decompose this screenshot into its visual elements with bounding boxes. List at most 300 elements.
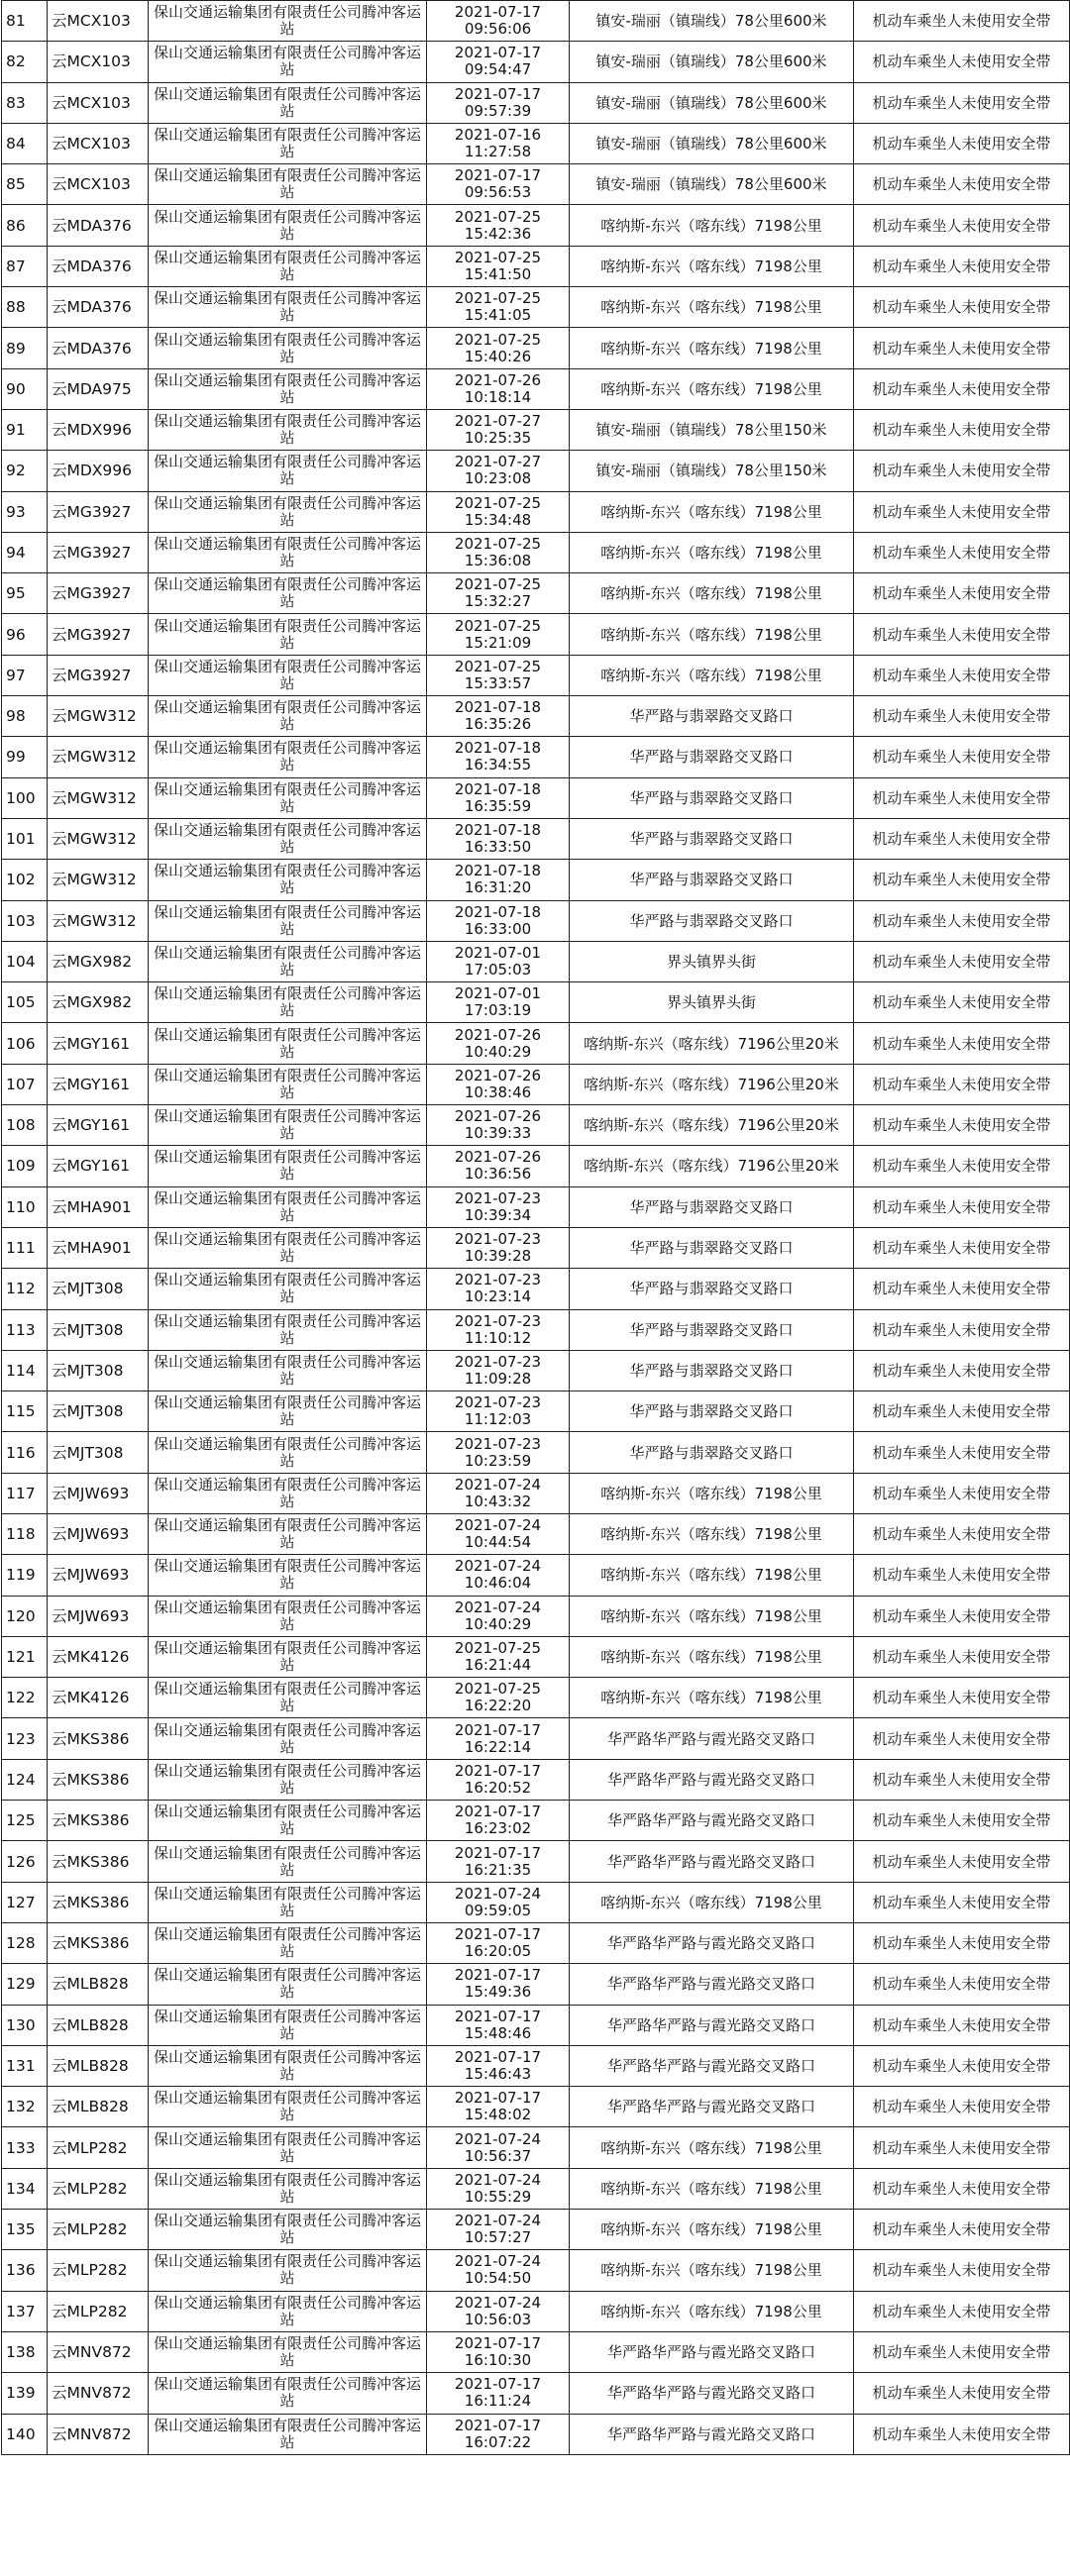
table-row <box>2 42 1070 82</box>
violation-type-cell: 机动车乘坐人未使用安全带 <box>854 164 1070 205</box>
violation-type-cell: 机动车乘坐人未使用安全带 <box>854 696 1070 737</box>
plate-number-cell: 云MGX982 <box>48 941 149 981</box>
plate-number-cell: 云MK4126 <box>48 1678 149 1718</box>
violation-location-cell: 华严路华严路与霞光路交叉路口 <box>570 2331 854 2372</box>
violation-location-cell: 喀纳斯-东兴（喀东线）7198公里 <box>570 532 854 572</box>
plate-number-cell: 云MG3927 <box>48 491 149 532</box>
plate-number-cell: 云MGW312 <box>48 900 149 941</box>
violation-time-cell: 2021-07-27 10:25:35 <box>427 409 570 450</box>
violation-type-cell: 机动车乘坐人未使用安全带 <box>854 1759 1070 1800</box>
violation-type-cell: 机动车乘坐人未使用安全带 <box>854 1146 1070 1186</box>
violation-type-cell: 机动车乘坐人未使用安全带 <box>854 42 1070 82</box>
violation-location-cell: 喀纳斯-东兴（喀东线）7198公里 <box>570 287 854 328</box>
row-number-cell: 96 <box>2 614 48 655</box>
vehicle-owner-cell: 保山交通运输集团有限责任公司腾冲客运站 <box>149 1023 427 1064</box>
table-row <box>2 2331 1070 2372</box>
violation-time-cell: 2021-07-01 17:05:03 <box>427 941 570 981</box>
violation-type-cell: 机动车乘坐人未使用安全带 <box>854 2373 1070 2414</box>
vehicle-owner-cell: 保山交通运输集团有限责任公司腾冲客运站 <box>149 1513 427 1554</box>
vehicle-owner-cell: 保山交通运输集团有限责任公司腾冲客运站 <box>149 2331 427 2372</box>
violation-type-cell: 机动车乘坐人未使用安全带 <box>854 1841 1070 1882</box>
table-row <box>2 1759 1070 1800</box>
plate-number-cell: 云MJW693 <box>48 1473 149 1513</box>
violation-type-cell: 机动车乘坐人未使用安全带 <box>854 614 1070 655</box>
violation-type-cell: 机动车乘坐人未使用安全带 <box>854 860 1070 900</box>
violation-type-cell: 机动车乘坐人未使用安全带 <box>854 2210 1070 2250</box>
vehicle-owner-cell: 保山交通运输集团有限责任公司腾冲客运站 <box>149 1 427 42</box>
table-row <box>2 696 1070 737</box>
violation-time-cell: 2021-07-25 15:33:57 <box>427 655 570 695</box>
plate-number-cell: 云MKS386 <box>48 1801 149 1841</box>
violation-time-cell: 2021-07-23 11:12:03 <box>427 1391 570 1432</box>
violation-location-cell: 镇安-瑞丽（镇瑞线）78公里600米 <box>570 42 854 82</box>
violation-type-cell: 机动车乘坐人未使用安全带 <box>854 2087 1070 2127</box>
table-row <box>2 2168 1070 2209</box>
plate-number-cell: 云MGW312 <box>48 818 149 859</box>
plate-number-cell: 云MKS386 <box>48 1718 149 1759</box>
violation-time-cell: 2021-07-25 15:42:36 <box>427 205 570 246</box>
vehicle-owner-cell: 保山交通运输集团有限责任公司腾冲客运站 <box>149 2045 427 2086</box>
violation-time-cell: 2021-07-18 16:35:59 <box>427 777 570 818</box>
violation-location-cell: 喀纳斯-东兴（喀东线）7198公里 <box>570 1882 854 1922</box>
vehicle-owner-cell: 保山交通运输集团有限责任公司腾冲客运站 <box>149 328 427 368</box>
row-number-cell: 82 <box>2 42 48 82</box>
vehicle-owner-cell: 保山交通运输集团有限责任公司腾冲客运站 <box>149 2291 427 2331</box>
vehicle-owner-cell: 保山交通运输集团有限责任公司腾冲客运站 <box>149 777 427 818</box>
plate-number-cell: 云MJW693 <box>48 1596 149 1636</box>
row-number-cell: 116 <box>2 1432 48 1473</box>
table-row <box>2 205 1070 246</box>
table-row <box>2 1023 1070 1064</box>
table-row <box>2 368 1070 409</box>
violation-type-cell: 机动车乘坐人未使用安全带 <box>854 1391 1070 1432</box>
row-number-cell: 101 <box>2 818 48 859</box>
violation-location-cell: 镇安-瑞丽（镇瑞线）78公里600米 <box>570 82 854 123</box>
row-number-cell: 124 <box>2 1759 48 1800</box>
vehicle-owner-cell: 保山交通运输集团有限责任公司腾冲客运站 <box>149 491 427 532</box>
violation-table <box>1 0 1070 2455</box>
violation-location-cell: 喀纳斯-东兴（喀东线）7198公里 <box>570 2210 854 2250</box>
violation-location-cell: 华严路与翡翠路交叉路口 <box>570 818 854 859</box>
violation-type-cell: 机动车乘坐人未使用安全带 <box>854 2005 1070 2045</box>
vehicle-owner-cell: 保山交通运输集团有限责任公司腾冲客运站 <box>149 1186 427 1227</box>
table-row <box>2 737 1070 777</box>
violation-type-cell: 机动车乘坐人未使用安全带 <box>854 982 1070 1023</box>
vehicle-owner-cell: 保山交通运输集团有限责任公司腾冲客运站 <box>149 42 427 82</box>
violation-type-cell: 机动车乘坐人未使用安全带 <box>854 2414 1070 2454</box>
violation-time-cell: 2021-07-26 10:36:56 <box>427 1146 570 1186</box>
vehicle-owner-cell: 保山交通运输集团有限责任公司腾冲客运站 <box>149 1309 427 1350</box>
violation-type-cell: 机动车乘坐人未使用安全带 <box>854 1105 1070 1146</box>
violation-time-cell: 2021-07-17 16:22:14 <box>427 1718 570 1759</box>
row-number-cell: 81 <box>2 1 48 42</box>
violation-location-cell: 华严路华严路与霞光路交叉路口 <box>570 1759 854 1800</box>
violation-type-cell: 机动车乘坐人未使用安全带 <box>854 1718 1070 1759</box>
violation-type-cell: 机动车乘坐人未使用安全带 <box>854 409 1070 450</box>
row-number-cell: 97 <box>2 655 48 695</box>
row-number-cell: 91 <box>2 409 48 450</box>
table-row <box>2 2087 1070 2127</box>
row-number-cell: 133 <box>2 2127 48 2168</box>
vehicle-owner-cell: 保山交通运输集团有限责任公司腾冲客运站 <box>149 818 427 859</box>
vehicle-owner-cell: 保山交通运输集团有限责任公司腾冲客运站 <box>149 900 427 941</box>
violation-location-cell: 华严路与翡翠路交叉路口 <box>570 1309 854 1350</box>
violation-type-cell: 机动车乘坐人未使用安全带 <box>854 1596 1070 1636</box>
violation-time-cell: 2021-07-25 15:32:27 <box>427 573 570 614</box>
vehicle-owner-cell: 保山交通运输集团有限责任公司腾冲客运站 <box>149 123 427 163</box>
plate-number-cell: 云MJT308 <box>48 1432 149 1473</box>
plate-number-cell: 云MNV872 <box>48 2331 149 2372</box>
violation-type-cell: 机动车乘坐人未使用安全带 <box>854 1636 1070 1677</box>
table-row <box>2 2005 1070 2045</box>
violation-location-cell: 喀纳斯-东兴（喀东线）7198公里 <box>570 1555 854 1596</box>
violation-time-cell: 2021-07-24 10:57:27 <box>427 2210 570 2250</box>
row-number-cell: 112 <box>2 1269 48 1309</box>
vehicle-owner-cell: 保山交通运输集团有限责任公司腾冲客运站 <box>149 2005 427 2045</box>
violation-location-cell: 喀纳斯-东兴（喀东线）7198公里 <box>570 2127 854 2168</box>
violation-type-cell: 机动车乘坐人未使用安全带 <box>854 1964 1070 2005</box>
row-number-cell: 98 <box>2 696 48 737</box>
plate-number-cell: 云MLB828 <box>48 2045 149 2086</box>
plate-number-cell: 云MKS386 <box>48 1882 149 1922</box>
table-row <box>2 860 1070 900</box>
table-row <box>2 941 1070 981</box>
row-number-cell: 95 <box>2 573 48 614</box>
row-number-cell: 115 <box>2 1391 48 1432</box>
plate-number-cell: 云MHA901 <box>48 1186 149 1227</box>
row-number-cell: 132 <box>2 2087 48 2127</box>
violation-location-cell: 华严路与翡翠路交叉路口 <box>570 696 854 737</box>
violation-location-cell: 华严路华严路与霞光路交叉路口 <box>570 2373 854 2414</box>
violation-time-cell: 2021-07-17 09:54:47 <box>427 42 570 82</box>
row-number-cell: 129 <box>2 1964 48 2005</box>
table-row <box>2 573 1070 614</box>
violation-time-cell: 2021-07-26 10:40:29 <box>427 1023 570 1064</box>
violation-time-cell: 2021-07-26 10:39:33 <box>427 1105 570 1146</box>
row-number-cell: 114 <box>2 1350 48 1391</box>
plate-number-cell: 云MJW693 <box>48 1513 149 1554</box>
plate-number-cell: 云MG3927 <box>48 573 149 614</box>
plate-number-cell: 云MK4126 <box>48 1636 149 1677</box>
row-number-cell: 87 <box>2 246 48 286</box>
table-row <box>2 1105 1070 1146</box>
vehicle-owner-cell: 保山交通运输集团有限责任公司腾冲客运站 <box>149 1801 427 1841</box>
violation-location-cell: 华严路华严路与霞光路交叉路口 <box>570 2414 854 2454</box>
table-row <box>2 1513 1070 1554</box>
row-number-cell: 100 <box>2 777 48 818</box>
violation-time-cell: 2021-07-25 15:36:08 <box>427 532 570 572</box>
violation-location-cell: 镇安-瑞丽（镇瑞线）78公里150米 <box>570 451 854 491</box>
violation-time-cell: 2021-07-18 16:34:55 <box>427 737 570 777</box>
violation-time-cell: 2021-07-25 15:41:50 <box>427 246 570 286</box>
vehicle-owner-cell: 保山交通运输集团有限责任公司腾冲客运站 <box>149 1473 427 1513</box>
plate-number-cell: 云MGX982 <box>48 982 149 1023</box>
vehicle-owner-cell: 保山交通运输集团有限责任公司腾冲客运站 <box>149 164 427 205</box>
row-number-cell: 85 <box>2 164 48 205</box>
plate-number-cell: 云MLP282 <box>48 2210 149 2250</box>
violation-location-cell: 镇安-瑞丽（镇瑞线）78公里600米 <box>570 1 854 42</box>
violation-time-cell: 2021-07-24 09:59:05 <box>427 1882 570 1922</box>
table-row <box>2 1146 1070 1186</box>
violation-time-cell: 2021-07-17 15:46:43 <box>427 2045 570 2086</box>
plate-number-cell: 云MDX996 <box>48 409 149 450</box>
vehicle-owner-cell: 保山交通运输集团有限责任公司腾冲客运站 <box>149 246 427 286</box>
row-number-cell: 120 <box>2 1596 48 1636</box>
vehicle-owner-cell: 保山交通运输集团有限责任公司腾冲客运站 <box>149 205 427 246</box>
row-number-cell: 105 <box>2 982 48 1023</box>
row-number-cell: 137 <box>2 2291 48 2331</box>
plate-number-cell: 云MJT308 <box>48 1391 149 1432</box>
plate-number-cell: 云MDX996 <box>48 451 149 491</box>
violation-time-cell: 2021-07-18 16:31:20 <box>427 860 570 900</box>
vehicle-owner-cell: 保山交通运输集团有限责任公司腾冲客运站 <box>149 532 427 572</box>
plate-number-cell: 云MLP282 <box>48 2127 149 2168</box>
violation-type-cell: 机动车乘坐人未使用安全带 <box>854 1186 1070 1227</box>
plate-number-cell: 云MLP282 <box>48 2291 149 2331</box>
plate-number-cell: 云MLP282 <box>48 2168 149 2209</box>
violation-location-cell: 华严路与翡翠路交叉路口 <box>570 1227 854 1268</box>
table-row <box>2 1596 1070 1636</box>
violation-time-cell: 2021-07-25 15:21:09 <box>427 614 570 655</box>
violation-time-cell: 2021-07-17 16:07:22 <box>427 2414 570 2454</box>
vehicle-owner-cell: 保山交通运输集团有限责任公司腾冲客运站 <box>149 2127 427 2168</box>
row-number-cell: 84 <box>2 123 48 163</box>
violation-time-cell: 2021-07-01 17:03:19 <box>427 982 570 1023</box>
vehicle-owner-cell: 保山交通运输集团有限责任公司腾冲客运站 <box>149 287 427 328</box>
row-number-cell: 107 <box>2 1064 48 1104</box>
vehicle-owner-cell: 保山交通运输集团有限责任公司腾冲客运站 <box>149 1064 427 1104</box>
violation-type-cell: 机动车乘坐人未使用安全带 <box>854 205 1070 246</box>
violation-location-cell: 华严路华严路与霞光路交叉路口 <box>570 1801 854 1841</box>
violation-location-cell: 喀纳斯-东兴（喀东线）7198公里 <box>570 491 854 532</box>
vehicle-owner-cell: 保山交通运输集团有限责任公司腾冲客运站 <box>149 1432 427 1473</box>
row-number-cell: 134 <box>2 2168 48 2209</box>
plate-number-cell: 云MDA376 <box>48 287 149 328</box>
vehicle-owner-cell: 保山交通运输集团有限责任公司腾冲客运站 <box>149 614 427 655</box>
violation-location-cell: 喀纳斯-东兴（喀东线）7198公里 <box>570 368 854 409</box>
violation-location-cell: 华严路与翡翠路交叉路口 <box>570 1391 854 1432</box>
violation-location-cell: 华严路与翡翠路交叉路口 <box>570 900 854 941</box>
vehicle-owner-cell: 保山交通运输集团有限责任公司腾冲客运站 <box>149 1841 427 1882</box>
table-row <box>2 1678 1070 1718</box>
plate-number-cell: 云MGW312 <box>48 860 149 900</box>
vehicle-owner-cell: 保山交通运输集团有限责任公司腾冲客运站 <box>149 1596 427 1636</box>
violation-location-cell: 华严路华严路与霞光路交叉路口 <box>570 2045 854 2086</box>
violation-location-cell: 喀纳斯-东兴（喀东线）7198公里 <box>570 2291 854 2331</box>
violation-location-cell: 喀纳斯-东兴（喀东线）7198公里 <box>570 2168 854 2209</box>
plate-number-cell: 云MCX103 <box>48 164 149 205</box>
violation-time-cell: 2021-07-23 10:39:28 <box>427 1227 570 1268</box>
plate-number-cell: 云MDA376 <box>48 205 149 246</box>
row-number-cell: 102 <box>2 860 48 900</box>
violation-time-cell: 2021-07-23 10:23:14 <box>427 1269 570 1309</box>
vehicle-owner-cell: 保山交通运输集团有限责任公司腾冲客运站 <box>149 1636 427 1677</box>
vehicle-owner-cell: 保山交通运输集团有限责任公司腾冲客运站 <box>149 2210 427 2250</box>
table-row <box>2 1186 1070 1227</box>
table-row <box>2 82 1070 123</box>
violation-type-cell: 机动车乘坐人未使用安全带 <box>854 900 1070 941</box>
table-row <box>2 1718 1070 1759</box>
row-number-cell: 121 <box>2 1636 48 1677</box>
vehicle-owner-cell: 保山交通运输集团有限责任公司腾冲客运站 <box>149 1882 427 1922</box>
row-number-cell: 99 <box>2 737 48 777</box>
violation-time-cell: 2021-07-17 09:57:39 <box>427 82 570 123</box>
violation-type-cell: 机动车乘坐人未使用安全带 <box>854 328 1070 368</box>
violation-time-cell: 2021-07-18 16:33:50 <box>427 818 570 859</box>
violation-location-cell: 喀纳斯-东兴（喀东线）7198公里 <box>570 328 854 368</box>
plate-number-cell: 云MLB828 <box>48 1964 149 2005</box>
plate-number-cell: 云MCX103 <box>48 123 149 163</box>
table-row <box>2 2414 1070 2454</box>
violation-time-cell: 2021-07-17 15:48:02 <box>427 2087 570 2127</box>
violation-time-cell: 2021-07-23 11:09:28 <box>427 1350 570 1391</box>
violation-type-cell: 机动车乘坐人未使用安全带 <box>854 246 1070 286</box>
row-number-cell: 130 <box>2 2005 48 2045</box>
vehicle-owner-cell: 保山交通运输集团有限责任公司腾冲客运站 <box>149 982 427 1023</box>
table-row <box>2 2210 1070 2250</box>
row-number-cell: 140 <box>2 2414 48 2454</box>
vehicle-owner-cell: 保山交通运输集团有限责任公司腾冲客运站 <box>149 1759 427 1800</box>
violation-time-cell: 2021-07-17 16:20:05 <box>427 1922 570 1963</box>
violation-type-cell: 机动车乘坐人未使用安全带 <box>854 1350 1070 1391</box>
violation-type-cell: 机动车乘坐人未使用安全带 <box>854 1023 1070 1064</box>
violation-type-cell: 机动车乘坐人未使用安全带 <box>854 1473 1070 1513</box>
row-number-cell: 109 <box>2 1146 48 1186</box>
violation-location-cell: 华严路与翡翠路交叉路口 <box>570 1350 854 1391</box>
row-number-cell: 128 <box>2 1922 48 1963</box>
table-row <box>2 1473 1070 1513</box>
row-number-cell: 106 <box>2 1023 48 1064</box>
violation-type-cell: 机动车乘坐人未使用安全带 <box>854 532 1070 572</box>
violation-time-cell: 2021-07-23 10:39:34 <box>427 1186 570 1227</box>
violation-location-cell: 华严路华严路与霞光路交叉路口 <box>570 1964 854 2005</box>
row-number-cell: 92 <box>2 451 48 491</box>
violation-time-cell: 2021-07-24 10:43:32 <box>427 1473 570 1513</box>
violation-location-cell: 喀纳斯-东兴（喀东线）7196公里20米 <box>570 1105 854 1146</box>
plate-number-cell: 云MLB828 <box>48 2087 149 2127</box>
violation-type-cell: 机动车乘坐人未使用安全带 <box>854 1309 1070 1350</box>
violation-location-cell: 界头镇界头街 <box>570 941 854 981</box>
plate-number-cell: 云MLP282 <box>48 2250 149 2291</box>
plate-number-cell: 云MKS386 <box>48 1759 149 1800</box>
violation-type-cell: 机动车乘坐人未使用安全带 <box>854 1432 1070 1473</box>
violation-time-cell: 2021-07-17 16:23:02 <box>427 1801 570 1841</box>
violation-location-cell: 喀纳斯-东兴（喀东线）7198公里 <box>570 614 854 655</box>
table-row <box>2 900 1070 941</box>
violation-time-cell: 2021-07-24 10:46:04 <box>427 1555 570 1596</box>
violation-type-cell: 机动车乘坐人未使用安全带 <box>854 123 1070 163</box>
plate-number-cell: 云MNV872 <box>48 2414 149 2454</box>
violation-type-cell: 机动车乘坐人未使用安全带 <box>854 573 1070 614</box>
vehicle-owner-cell: 保山交通运输集团有限责任公司腾冲客运站 <box>149 1350 427 1391</box>
row-number-cell: 123 <box>2 1718 48 1759</box>
violation-location-cell: 喀纳斯-东兴（喀东线）7196公里20米 <box>570 1146 854 1186</box>
violation-time-cell: 2021-07-24 10:55:29 <box>427 2168 570 2209</box>
row-number-cell: 89 <box>2 328 48 368</box>
table-row <box>2 1227 1070 1268</box>
violation-time-cell: 2021-07-23 10:23:59 <box>427 1432 570 1473</box>
vehicle-owner-cell: 保山交通运输集团有限责任公司腾冲客运站 <box>149 82 427 123</box>
violation-location-cell: 喀纳斯-东兴（喀东线）7198公里 <box>570 1513 854 1554</box>
table-row <box>2 1309 1070 1350</box>
violation-type-cell: 机动车乘坐人未使用安全带 <box>854 82 1070 123</box>
violation-time-cell: 2021-07-17 15:49:36 <box>427 1964 570 2005</box>
table-row <box>2 409 1070 450</box>
row-number-cell: 118 <box>2 1513 48 1554</box>
table-row <box>2 532 1070 572</box>
violation-time-cell: 2021-07-17 16:11:24 <box>427 2373 570 2414</box>
plate-number-cell: 云MNV872 <box>48 2373 149 2414</box>
row-number-cell: 126 <box>2 1841 48 1882</box>
violation-type-cell: 机动车乘坐人未使用安全带 <box>854 737 1070 777</box>
violation-type-cell: 机动车乘坐人未使用安全带 <box>854 818 1070 859</box>
violation-time-cell: 2021-07-24 10:40:29 <box>427 1596 570 1636</box>
violation-time-cell: 2021-07-25 15:40:26 <box>427 328 570 368</box>
table-row <box>2 1636 1070 1677</box>
vehicle-owner-cell: 保山交通运输集团有限责任公司腾冲客运站 <box>149 1269 427 1309</box>
plate-number-cell: 云MCX103 <box>48 42 149 82</box>
vehicle-owner-cell: 保山交通运输集团有限责任公司腾冲客运站 <box>149 696 427 737</box>
violation-time-cell: 2021-07-18 16:35:26 <box>427 696 570 737</box>
violation-type-cell: 机动车乘坐人未使用安全带 <box>854 1678 1070 1718</box>
table-row <box>2 287 1070 328</box>
row-number-cell: 90 <box>2 368 48 409</box>
vehicle-owner-cell: 保山交通运输集团有限责任公司腾冲客运站 <box>149 1964 427 2005</box>
table-row <box>2 1269 1070 1309</box>
row-number-cell: 83 <box>2 82 48 123</box>
violation-type-cell: 机动车乘坐人未使用安全带 <box>854 1922 1070 1963</box>
table-row <box>2 1841 1070 1882</box>
violation-type-cell: 机动车乘坐人未使用安全带 <box>854 2127 1070 2168</box>
violation-location-cell: 喀纳斯-东兴（喀东线）7198公里 <box>570 655 854 695</box>
plate-number-cell: 云MJT308 <box>48 1309 149 1350</box>
violation-time-cell: 2021-07-26 10:38:46 <box>427 1064 570 1104</box>
violation-type-cell: 机动车乘坐人未使用安全带 <box>854 1227 1070 1268</box>
violation-type-cell: 机动车乘坐人未使用安全带 <box>854 2168 1070 2209</box>
row-number-cell: 111 <box>2 1227 48 1268</box>
violation-type-cell: 机动车乘坐人未使用安全带 <box>854 1513 1070 1554</box>
vehicle-owner-cell: 保山交通运输集团有限责任公司腾冲客运站 <box>149 1555 427 1596</box>
violation-time-cell: 2021-07-16 11:27:58 <box>427 123 570 163</box>
row-number-cell: 139 <box>2 2373 48 2414</box>
plate-number-cell: 云MJT308 <box>48 1269 149 1309</box>
vehicle-owner-cell: 保山交通运输集团有限责任公司腾冲客运站 <box>149 737 427 777</box>
violation-location-cell: 华严路与翡翠路交叉路口 <box>570 1269 854 1309</box>
plate-number-cell: 云MGW312 <box>48 777 149 818</box>
table-row <box>2 655 1070 695</box>
vehicle-owner-cell: 保山交通运输集团有限责任公司腾冲客运站 <box>149 2414 427 2454</box>
violation-location-cell: 喀纳斯-东兴（喀东线）7198公里 <box>570 246 854 286</box>
row-number-cell: 86 <box>2 205 48 246</box>
violation-location-cell: 华严路华严路与霞光路交叉路口 <box>570 2005 854 2045</box>
violation-location-cell: 华严路与翡翠路交叉路口 <box>570 737 854 777</box>
vehicle-owner-cell: 保山交通运输集团有限责任公司腾冲客运站 <box>149 860 427 900</box>
row-number-cell: 135 <box>2 2210 48 2250</box>
violation-location-cell: 华严路与翡翠路交叉路口 <box>570 860 854 900</box>
violation-time-cell: 2021-07-25 15:34:48 <box>427 491 570 532</box>
row-number-cell: 117 <box>2 1473 48 1513</box>
violation-location-cell: 喀纳斯-东兴（喀东线）7196公里20米 <box>570 1064 854 1104</box>
table-row <box>2 1801 1070 1841</box>
violation-time-cell: 2021-07-26 10:18:14 <box>427 368 570 409</box>
table-row <box>2 1964 1070 2005</box>
violation-time-cell: 2021-07-17 09:56:06 <box>427 1 570 42</box>
violation-location-cell: 喀纳斯-东兴（喀东线）7198公里 <box>570 205 854 246</box>
violation-type-cell: 机动车乘坐人未使用安全带 <box>854 941 1070 981</box>
violation-location-cell: 华严路华严路与霞光路交叉路口 <box>570 1841 854 1882</box>
table-row <box>2 2291 1070 2331</box>
violation-time-cell: 2021-07-17 16:20:52 <box>427 1759 570 1800</box>
